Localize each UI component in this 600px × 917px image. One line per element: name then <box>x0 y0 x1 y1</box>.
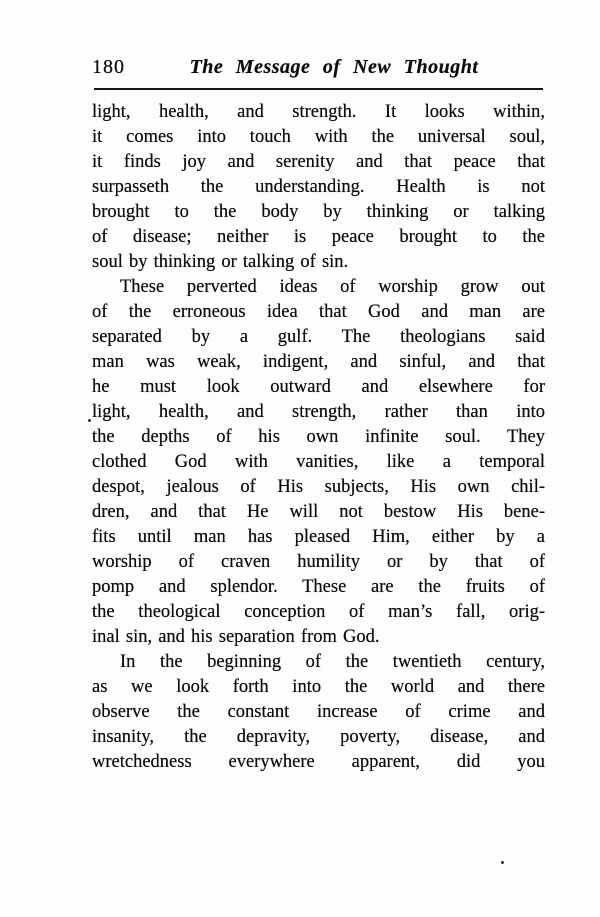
text-line: insanity, the depravity, poverty, disease, and <box>92 727 545 747</box>
text-line: as we look forth into the world and there <box>92 677 545 697</box>
text-line: inal sin, and his separation from God. <box>92 627 380 647</box>
text-line: dren, and that He will not bestow His bene- <box>92 502 545 522</box>
ink-speck <box>88 419 91 422</box>
running-title: The Message of New Thought <box>189 56 479 78</box>
text-line: In the beginning of the twentieth century, <box>120 652 545 672</box>
text-line: it finds joy and serenity and that peace that <box>92 152 545 172</box>
text-line: of disease; neither is peace brought to the <box>92 227 545 247</box>
text-line: despot, jealous of His subjects, His own chil- <box>92 477 545 497</box>
text-line: pomp and splendor. These are the fruits of <box>92 577 545 597</box>
text-line: observe the constant increase of crime and <box>92 702 545 722</box>
text-line: light, health, and strength, rather than into <box>92 402 545 422</box>
text-line: surpasseth the understanding. Health is not <box>92 177 545 197</box>
body-text <box>92 100 545 775</box>
text-line: it comes into touch with the universal soul, <box>92 127 545 147</box>
text-line: separated by a gulf. The theologians said <box>92 327 545 347</box>
text-line: the depths of his own infinite soul. They <box>92 427 545 447</box>
text-line: soul by thinking or talking of sin. <box>92 252 349 272</box>
text-line: wretchedness everywhere apparent, did you <box>92 752 545 772</box>
text-line: man was weak, indigent, and sinful, and that <box>92 352 545 372</box>
ink-speck <box>501 861 504 864</box>
text-line: he must look outward and elsewhere for <box>92 377 545 397</box>
header-rule <box>94 88 543 90</box>
text-line: brought to the body by thinking or talking <box>92 202 545 222</box>
text-line: clothed God with vanities, like a temporal <box>92 452 545 472</box>
text-line: These perverted ideas of worship grow out <box>120 277 545 297</box>
text-line: fits until man has pleased Him, either by a <box>92 527 545 547</box>
text-line: the theological conception of man’s fall, orig- <box>92 602 545 622</box>
text-line: light, health, and strength. It looks within, <box>92 102 545 122</box>
page-number: 180 <box>92 56 125 78</box>
running-header <box>92 56 543 79</box>
text-line: of the erroneous idea that God and man are <box>92 302 545 322</box>
text-line: worship of craven humility or by that of <box>92 552 545 572</box>
